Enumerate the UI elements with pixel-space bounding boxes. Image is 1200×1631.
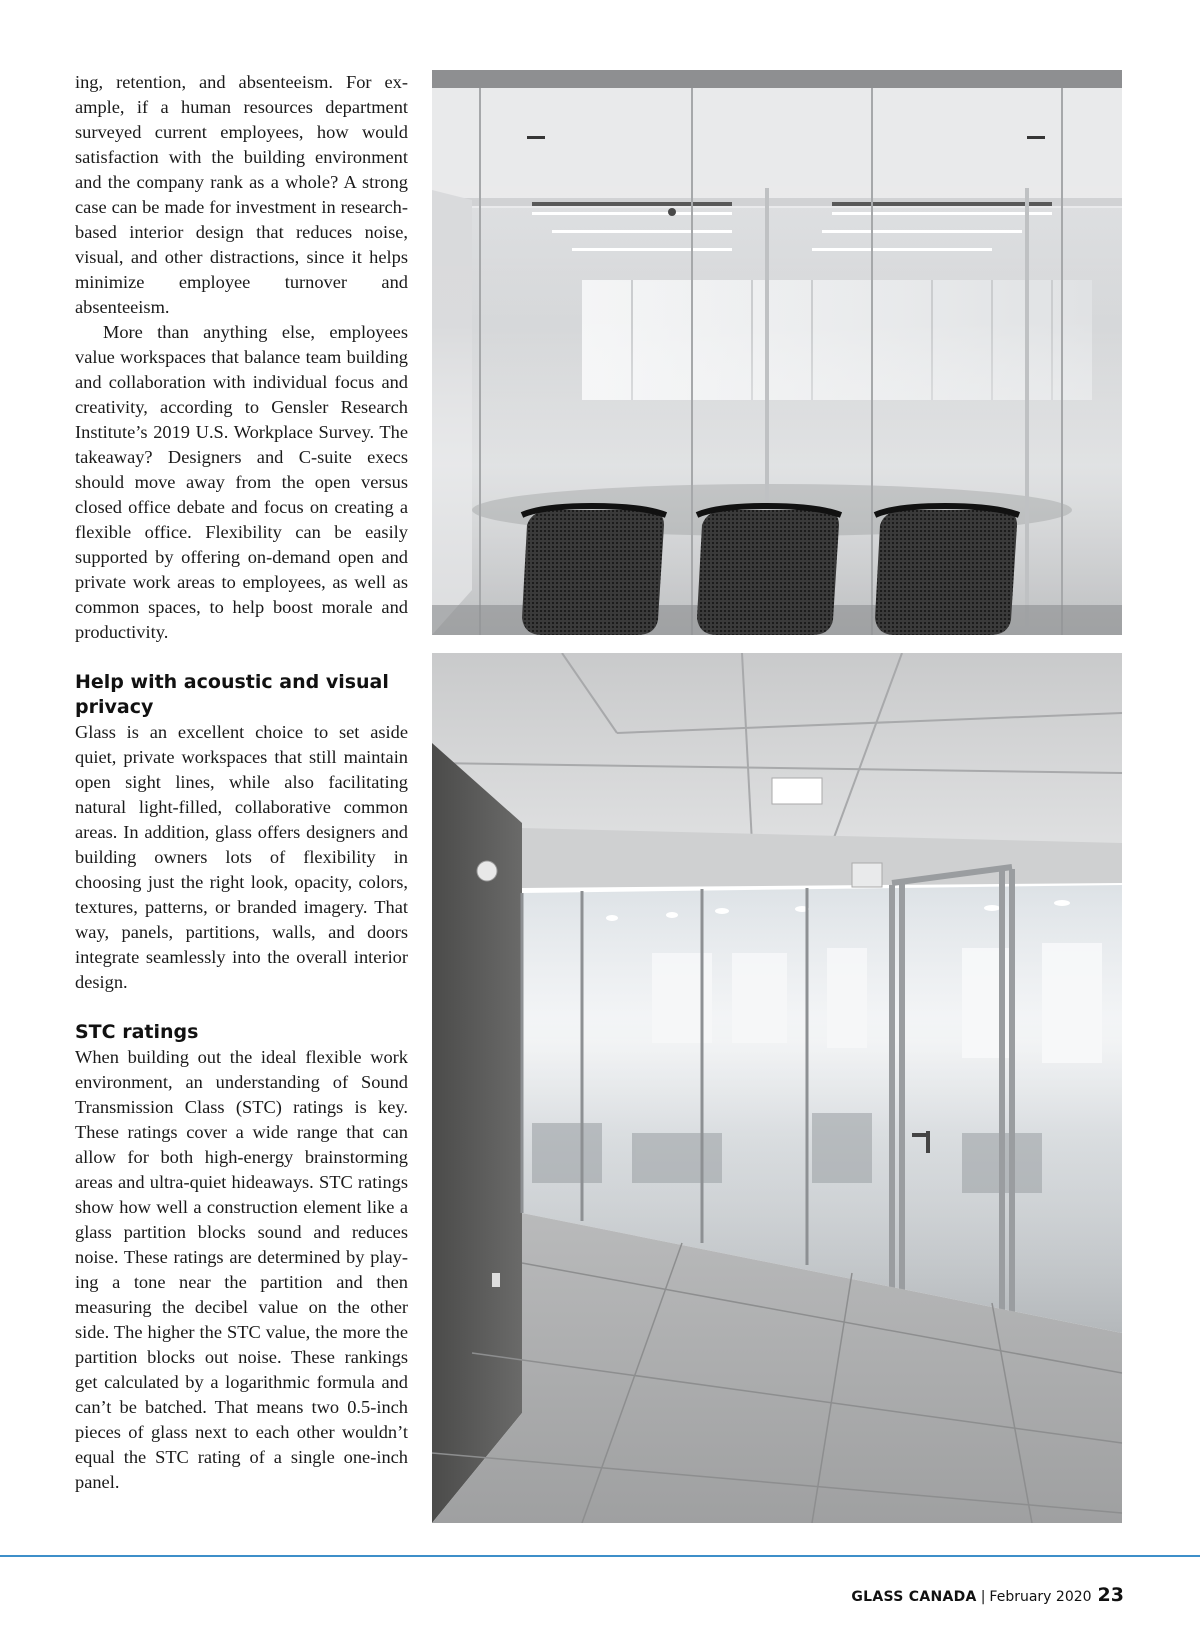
photo-glass-meeting-room <box>432 70 1122 635</box>
paragraph-4: When building out the ideal flexible work environment, an understanding of Sound Transmission Class (STC) ratings is key. These ratings cover a wide range that can allow for both high-energy brainstorming areas and ultra-quiet hideaways. STC ratings show how well a construction element like a glass partition blocks sound and reduces noise. These ratings are determined by playing a tone near the partition and then measuring the decibel value on the other side. The higher the STC value, the more the partition blocks out noise. These rankings get calculated by a logarithmic formula and can’t be batched. That means two 0.5-inch pieces of glass next to each other wouldn’t equal the STC rating of a single one-inch panel. <box>75 1047 408 1492</box>
section-heading-privacy: Help with acoustic and visual privacy <box>75 671 389 718</box>
magazine-name: GLASS CANADA <box>851 1589 977 1605</box>
issue-date: February 2020 <box>989 1589 1092 1605</box>
page-footer <box>851 1584 1124 1614</box>
photo-glass-partition-corridor <box>432 653 1122 1523</box>
paragraph-1: ing, retention, and absenteeism. For example, if a human resources department surveyed current employees, how would satisfaction with the building environment and the company rank as a whole? A strong case can be made for investment in research-based interior design that reduces noise, visual, and other distractions, since it helps minimize employee turnover and absenteeism. <box>75 72 408 317</box>
article-column <box>75 70 408 1495</box>
page-number: 23 <box>1097 1584 1124 1606</box>
paragraph-3: Glass is an excellent choice to set aside quiet, private workspaces that still maintain open sight lines, while also facilitating natural light-filled, collaborative common areas. In addition, glass offers designers and building owners lots of flexibility in choosing just the right look, opacity, colors, textures, patterns, or branded imagery. That way, panels, partitions, walls, and doors integrate seamlessly into the overall interior design. <box>75 722 408 992</box>
section-heading-stc: STC ratings <box>75 1021 199 1043</box>
paragraph-2: More than anything else, employees value workspaces that balance team building and collaboration with individual focus and creativity, according to Gensler Research Institute’s 2019 U.S. Workplace Survey. The takeaway? Designers and C-suite execs should move away from the open versus closed office debate and focus on creating a flexible office. Flexibility can be easily supported by offering on-demand open and private work areas to employees, as well as common spaces, to help boost morale and productivity. <box>75 322 408 642</box>
footer-rule <box>0 1555 1200 1557</box>
footer-separator: | <box>980 1589 986 1605</box>
